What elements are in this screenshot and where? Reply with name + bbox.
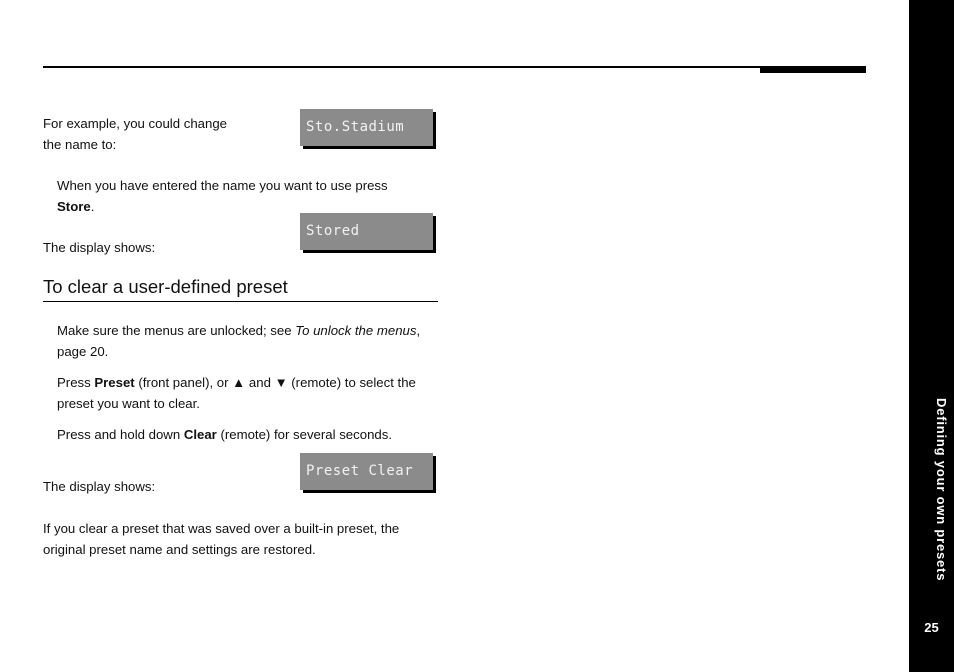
page-number: 25	[924, 620, 939, 635]
chapter-title: Defining your own presets	[934, 398, 949, 582]
lcd-display-stored: Stored	[300, 213, 433, 250]
header-rule	[43, 66, 866, 68]
section-heading: To clear a user-defined preset	[43, 275, 438, 302]
display-shows-label-1: The display shows:	[43, 240, 156, 255]
example-text	[43, 113, 227, 155]
lcd-display-preset-clear: Preset Clear	[300, 453, 433, 490]
preset-key-label: Preset	[94, 375, 135, 390]
store-key-label: Store	[57, 199, 91, 214]
display-shows-label-2: The display shows:	[43, 479, 156, 494]
cross-reference: To unlock the menus	[295, 323, 417, 338]
step-select-preset: Press Preset (front panel), or ▲ and ▼ (remote) to select the preset you want to clear.	[57, 375, 416, 411]
example-line-1: For example, you could change	[43, 116, 228, 131]
step-store: When you have entered the name you want to use press Store.	[57, 178, 388, 214]
step-unlock-menus: Make sure the menus are unlocked; see To unlock the menus, page 20.	[57, 323, 421, 359]
lcd-display-name: Sto.Stadium	[300, 109, 433, 146]
footer-note: If you clear a preset that was saved over a built-in preset, the original preset name and settings are restored.	[43, 521, 400, 557]
clear-key-label: Clear	[183, 427, 217, 442]
example-line-2: the name to:	[43, 137, 117, 152]
header-rule-tab	[760, 66, 866, 73]
step-hold-clear: Press and hold down Clear (remote) for several seconds.	[57, 427, 392, 442]
